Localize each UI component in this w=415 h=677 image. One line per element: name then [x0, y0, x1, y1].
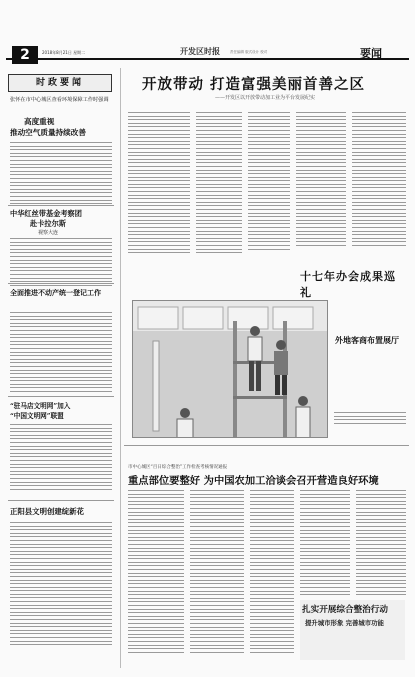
section-title: 要闻	[360, 47, 382, 60]
masthead-logo: 开发区时报	[180, 46, 220, 56]
story1-title-1: 高度重视	[24, 117, 55, 126]
story2-sub: 视察大连	[38, 230, 59, 236]
story3-body	[10, 312, 112, 395]
photo-side-caption: 外地客商布置展厅	[335, 335, 399, 345]
page-number: 2	[12, 46, 38, 64]
story2-body-col5	[356, 490, 406, 598]
photo-illustration	[133, 301, 328, 438]
story-divider	[8, 500, 114, 501]
editor-info: 责任编辑 版式设计 校对	[230, 50, 268, 54]
story2-title-2: 赴卡拉尔斯	[30, 219, 66, 228]
story2-body	[10, 238, 112, 288]
story5-title: 正阳县文明创建绽新花	[10, 507, 84, 516]
slogan-line1: 扎实开展综合整治行动	[302, 605, 388, 615]
story1-title-2: 推动空气质量持续改善	[10, 128, 86, 137]
story5-body	[10, 522, 112, 648]
main-body-col4	[296, 112, 346, 249]
photo	[132, 300, 328, 438]
story1-body	[10, 142, 112, 207]
story2-body-col3	[250, 490, 294, 655]
main-subheadline: ——开发区以开放带动加工业为平台发展纪实	[215, 95, 316, 101]
slogan-line2: 提升城市形象 完善城市功能	[305, 619, 384, 627]
main-body-col5	[352, 112, 406, 249]
story1-kicker: 张怀在市中心城区查看环境保障工作时强调	[10, 97, 109, 103]
story-divider	[8, 283, 114, 284]
section-tag: 时政要闻	[8, 74, 112, 92]
story2-headline: 重点部位要整好 为中国农加工洽谈会召开营造良好环境	[128, 475, 379, 487]
issue-date: 2018年8月21日 星期二	[42, 50, 86, 55]
feature-banner: 十七年办会成果巡礼	[300, 270, 396, 299]
main-body-col2	[196, 112, 242, 256]
main-body-col1	[128, 112, 190, 256]
story3-title: 全面推进不动产统一登记工作	[10, 288, 101, 297]
photo-caption-body	[334, 412, 406, 426]
story2-body-col1	[128, 490, 184, 655]
story-divider	[8, 396, 114, 397]
story4-title-1: “驻马店文明网”加入	[10, 402, 71, 410]
story2-kicker: 市中心城区“百日综合整治”工作检查考核情况通报	[128, 465, 228, 470]
story4-body	[10, 424, 112, 492]
main-body-col3	[248, 112, 290, 252]
story4-title-2: “中国文明网”联盟	[10, 412, 64, 420]
column-divider	[120, 68, 121, 668]
story2-body-col2	[190, 490, 244, 655]
story2-title-1: 中华红丝带基金考察团	[10, 209, 82, 218]
main-headline: 开放带动 打造富强美丽首善之区	[142, 77, 366, 93]
story-divider	[8, 205, 114, 206]
section-divider	[124, 445, 409, 446]
story2-body-col4	[300, 490, 350, 598]
